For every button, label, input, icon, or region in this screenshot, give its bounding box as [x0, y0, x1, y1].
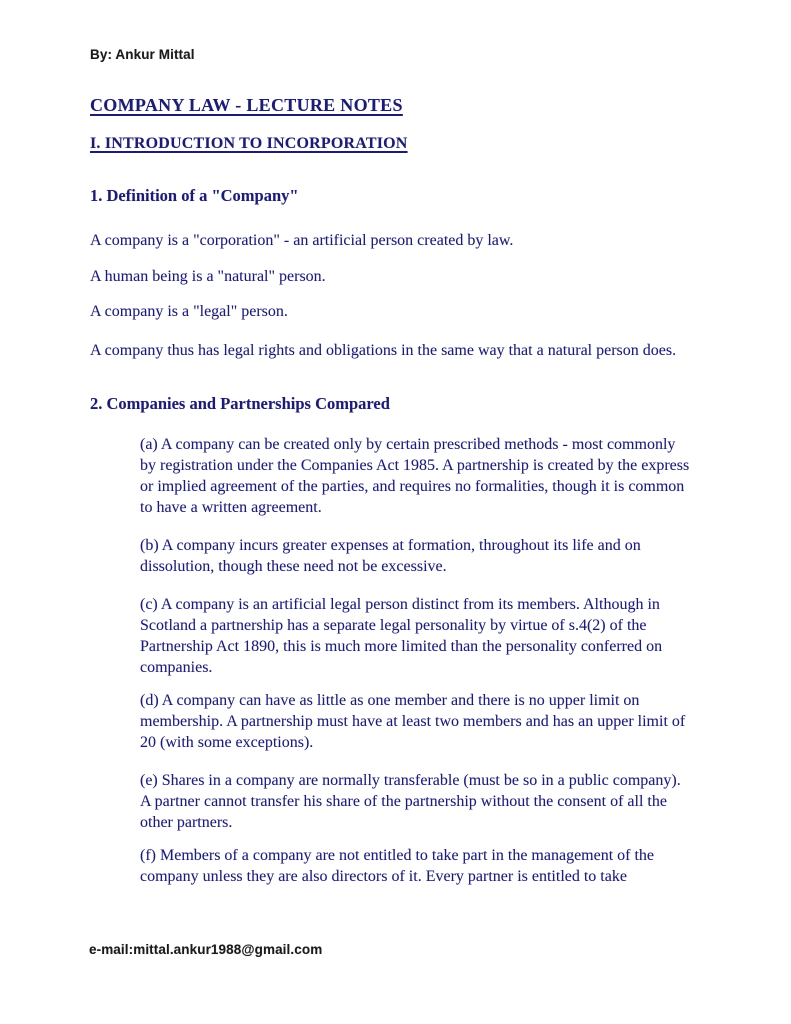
section-2-heading	[90, 393, 791, 414]
section-2-number: 2.	[90, 394, 103, 413]
list-item-c: (c) A company is an artificial legal person distinct from its members. Although in Scotland a partnership has a separate legal personality by virtue of s.4(2) of the Partnership Act 1890, this is much more limited than the personality conferred on companies.	[140, 596, 663, 676]
paragraph-legal-person: A company is a "legal" person.	[90, 303, 288, 320]
section-1-heading	[90, 185, 791, 206]
section-roman-heading: I. INTRODUCTION TO INCORPORATION	[90, 135, 408, 152]
paragraph-legal-rights: A company thus has legal rights and obligations in the same way that a natural person does.	[90, 342, 677, 359]
section-1-number: 1.	[90, 186, 103, 205]
section-companies-partnerships-compared	[90, 393, 791, 887]
list-item-f: (f) Members of a company are not entitled to take part in the management of the company unless they are also directors of it. Every partner is entitled to take	[140, 847, 655, 885]
section-definition-of-company	[90, 185, 791, 361]
document-title: COMPANY LAW - LECTURE NOTES	[90, 95, 403, 115]
section-1-title: Definition of a "Company"	[106, 186, 299, 205]
author-byline: By: Ankur Mittal	[90, 47, 195, 62]
paragraph-corporation-definition: A company is a "corporation" - an artificial person created by law.	[90, 232, 514, 249]
section-2-title: Companies and Partnerships Compared	[106, 394, 390, 413]
list-item-d: (d) A company can have as little as one member and there is no upper limit on membership. A partnership must have at least two members and has an upper limit of 20 (with some exceptions).	[140, 692, 686, 751]
list-item-a: (a) A company can be created only by certain prescribed methods - most commonly by registration under the Companies Act 1985. A partnership is created by the express or implied agreement of the parties, and requires no formalities, though it is common to have a written agreement.	[140, 436, 690, 516]
footer-email: e-mail:mittal.ankur1988@gmail.com	[89, 942, 323, 957]
paragraph-natural-person: A human being is a "natural" person.	[90, 268, 326, 285]
list-item-e: (e) Shares in a company are normally transferable (must be so in a public company). A partner cannot transfer his share of the partnership without the consent of all the other partners.	[140, 772, 681, 831]
list-item-b: (b) A company incurs greater expenses at formation, throughout its life and on dissolution, though these need not be excessive.	[140, 537, 641, 575]
